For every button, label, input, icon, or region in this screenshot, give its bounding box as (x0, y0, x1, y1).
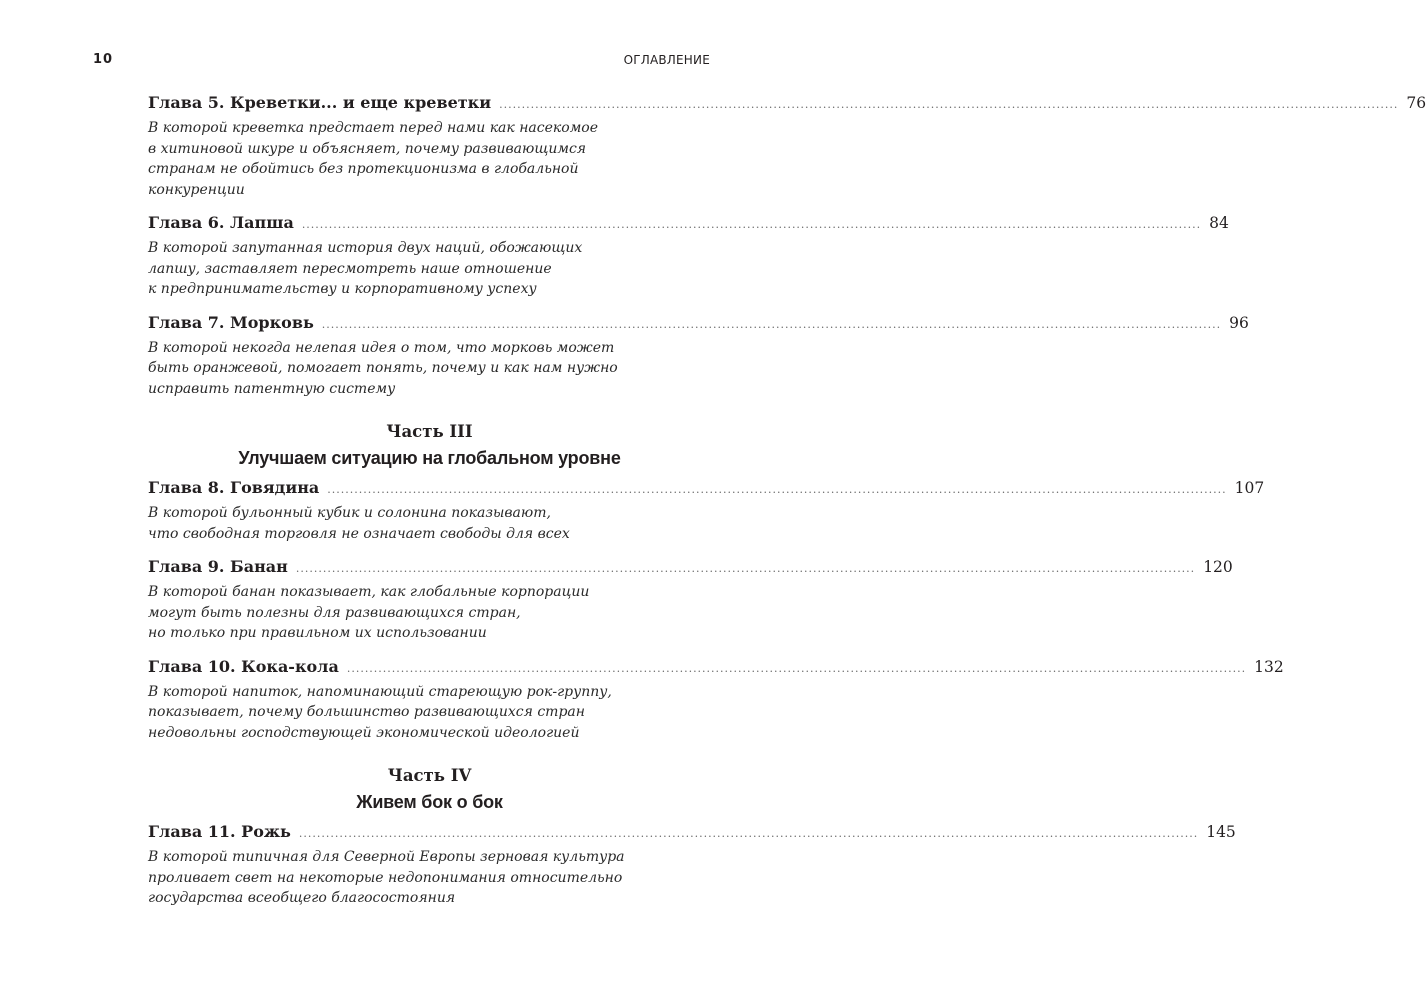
part-title: Улучшаем ситуацию на глобальном уровне (238, 448, 621, 468)
part-heading (148, 763, 711, 815)
dot-leader: ........................................................................................................................................................................................................ (295, 562, 1196, 575)
chapter-title: Глава 6. Лапша (148, 213, 294, 232)
dot-leader: ........................................................................................................................................................................................................ (321, 317, 1222, 331)
toc-entry (148, 821, 1236, 909)
part-heading (148, 419, 711, 471)
chapter-page-number: 145 (1206, 823, 1236, 841)
description-line: В которой бульонный кубик и солонина показывают, (148, 505, 551, 521)
chapter-description (148, 682, 711, 744)
chapter-page-number: 107 (1234, 479, 1265, 497)
description-line: к предпринимательству и корпоративному успеху (148, 281, 537, 297)
description-line: В которой напиток, напоминающий стареющую рок-группу, (148, 683, 612, 700)
dot-leader: ........................................................................................................................................................................................................ (499, 98, 1399, 111)
description-line: недовольны господствующей экономической идеологией (148, 724, 580, 741)
toc-entry (148, 92, 1426, 200)
page-number: 10 (93, 52, 114, 67)
chapter-title: Глава 9. Банан (148, 557, 288, 576)
chapter-page-number: 96 (1229, 313, 1249, 332)
chapter-title: Глава 7. Морковь (148, 312, 314, 332)
description-line: В которой креветка предстает перед нами как насекомое (148, 120, 599, 136)
description-line: но только при правильном их использовании (148, 625, 487, 641)
description-line: государства всеобщего благосостояния (148, 890, 456, 906)
chapter-page-number: 132 (1254, 657, 1284, 676)
dot-leader: ........................................................................................................................................................................................................ (327, 483, 1227, 496)
description-line: конкуренции (148, 181, 245, 198)
description-line: быть оранжевой, помогает понять, почему и как нам нужно (148, 360, 618, 376)
chapter-page-number: 120 (1203, 558, 1233, 576)
dot-leader: ........................................................................................................................................................................................................ (346, 661, 1247, 675)
description-line: показывает, почему большинство развивающихся стран (148, 704, 585, 720)
chapter-description (148, 847, 711, 909)
toc-entry-line[interactable] (148, 556, 1233, 580)
chapter-description (148, 582, 711, 644)
description-line: странам не обойтись без протекционизма в глобальной (148, 161, 579, 177)
toc-entry (148, 477, 1265, 544)
description-line: в хитиновой шкуре и объясняет, почему развивающимся (148, 140, 587, 157)
description-line: В которой банан показывает, как глобальные корпорации (148, 584, 590, 600)
toc-entry (148, 312, 1249, 400)
chapter-title: Глава 8. Говядина (148, 478, 320, 497)
part-label: Часть IV (387, 766, 472, 785)
toc-entry-line[interactable] (148, 92, 1426, 116)
toc-entry-line[interactable] (148, 477, 1265, 501)
chapter-title: Глава 11. Рожь (148, 822, 291, 841)
table-of-contents (148, 92, 1426, 921)
description-line: В которой типичная для Северной Европы зерновая культура (148, 849, 625, 865)
running-header-title: ОГЛАВЛЕНИЕ (623, 53, 710, 67)
toc-entry-line[interactable] (148, 656, 1284, 680)
chapter-title: Глава 5. Креветки... и еще креветки (148, 93, 492, 112)
description-line: В которой некогда нелепая идея о том, что морковь может (148, 339, 615, 356)
part-label: Часть III (386, 422, 473, 441)
chapter-description (148, 118, 711, 200)
toc-entry (148, 212, 1229, 300)
description-line: проливает свет на некоторые недопонимания относительно (148, 869, 623, 886)
description-line: могут быть полезны для развивающихся стран, (148, 604, 521, 621)
part-title: Живем бок о бок (356, 792, 503, 812)
description-line: что свободная торговля не означает свободы для всех (148, 525, 570, 542)
toc-entry-line[interactable] (148, 312, 1249, 336)
chapter-page-number: 76 (1406, 94, 1426, 112)
toc-entry (148, 656, 1284, 744)
chapter-description (148, 503, 711, 544)
chapter-description (148, 338, 711, 400)
dot-leader: ........................................................................................................................................................................................................ (301, 218, 1202, 231)
description-line: лапшу, заставляет пересмотреть наше отношение (148, 260, 552, 277)
toc-entry (148, 556, 1233, 644)
dot-leader: ........................................................................................................................................................................................................ (298, 827, 1199, 840)
description-line: исправить патентную систему (148, 380, 396, 397)
chapter-title: Глава 10. Кока-кола (148, 656, 339, 676)
description-line: В которой запутанная история двух наций, обожающих (148, 240, 583, 256)
toc-entry-line[interactable] (148, 212, 1229, 236)
toc-entry-line[interactable] (148, 821, 1236, 845)
chapter-page-number: 84 (1209, 214, 1229, 232)
chapter-description (148, 238, 711, 300)
